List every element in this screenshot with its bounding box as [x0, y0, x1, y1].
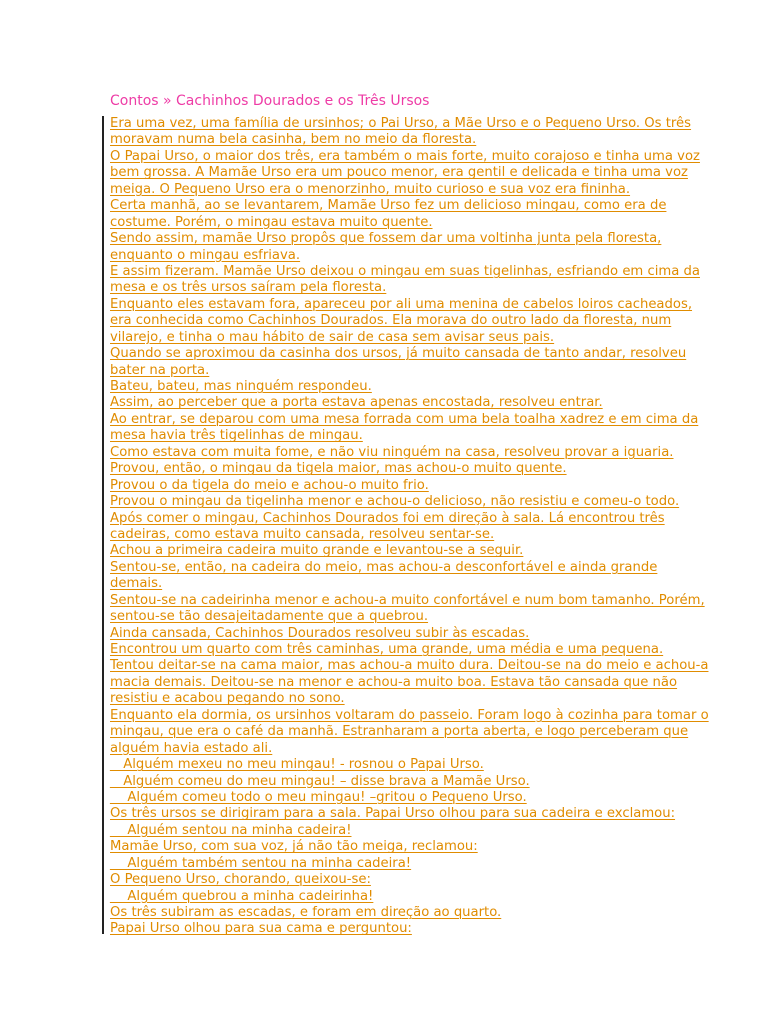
story-line-link[interactable]: Provou o mingau da tigelinha menor e achou-o delicioso, não resistiu e comeu-o todo. — [110, 494, 680, 510]
story-line[interactable] — [110, 148, 700, 165]
story-line-link[interactable]: Sendo assim, mamãe Urso propôs que fossem dar uma voltinha junta pela floresta, — [110, 231, 662, 247]
story-line[interactable] — [110, 527, 670, 543]
story-line-link[interactable]: resistiu e acabou pegando no sono. — [110, 691, 345, 707]
story-line-link[interactable]: bater na porta. — [110, 362, 210, 378]
story-line[interactable] — [110, 823, 670, 839]
story-line[interactable] — [110, 461, 670, 477]
story-line-link[interactable]: bem grossa. A Mamãe Urso era um pouco menor, era gentil e delicada e tinha uma voz — [110, 165, 688, 181]
story-line[interactable] — [110, 198, 670, 214]
story-line-link[interactable]: Enquanto eles estavam fora, apareceu por ali uma menina de cabelos loiros cacheados, — [110, 296, 693, 312]
story-line-link[interactable]: Bateu, bateu, mas ninguém respondeu. — [110, 379, 372, 394]
story-line[interactable] — [110, 330, 670, 346]
story-line-link[interactable]: Sentou-se na cadeirinha menor e achou-a muito confortável e num bom tamanho. Porém, — [110, 592, 705, 608]
story-line-link[interactable]: __ Alguém quebrou a minha cadeirinha! — [110, 888, 374, 904]
story-line-link[interactable]: __ Alguém sentou na minha cadeira! — [110, 822, 352, 838]
story-line-link[interactable]: macia demais. Deitou-se na menor e achou-a muito boa. Estava tão cansada que não — [110, 674, 678, 690]
story-line[interactable] — [110, 905, 670, 921]
story-line-link[interactable]: Como estava com muita fome, e não viu ninguém na casa, resolveu provar a iguaria. — [110, 444, 674, 460]
story-line[interactable] — [110, 856, 670, 872]
story-line[interactable] — [110, 478, 670, 494]
story-line-link[interactable]: Os três ursos se dirigiram para a sala. Papai Urso olhou para sua cadeira e exclamou: — [110, 806, 676, 822]
story-line-link[interactable]: Provou, então, o mingau da tigela maior, mas achou-o muito quente. — [110, 461, 567, 477]
story-line-link[interactable]: alguém havia estado ali. — [110, 740, 273, 756]
story-line[interactable] — [110, 395, 670, 411]
story-line[interactable] — [110, 132, 670, 148]
story-line-link[interactable]: costume. Porém, o mingau estava muito quente. — [110, 214, 433, 230]
story-line-link[interactable]: Era uma vez, uma família de ursinhos; o Pai Urso, a Mãe Urso e o Pequeno Urso. Os três — [110, 116, 692, 131]
story-line-link[interactable]: Certa manhã, ao se levantarem, Mamãe Urso fez um delicioso mingau, como era de — [110, 198, 667, 214]
story-line[interactable] — [110, 609, 670, 625]
story-line[interactable] — [110, 116, 692, 132]
story-line[interactable] — [110, 182, 670, 198]
story-line[interactable] — [110, 658, 709, 674]
story-line-link[interactable]: Provou o da tigela do meio e achou-o muito frio. — [110, 477, 429, 493]
story-line-link[interactable]: Sentou-se, então, na cadeira do meio, mas achou-a desconfortável e ainda grande — [110, 559, 658, 575]
story-line[interactable] — [110, 560, 670, 576]
story-line[interactable] — [110, 921, 670, 937]
story-line[interactable] — [110, 889, 670, 905]
story-line-link[interactable]: demais. — [110, 576, 163, 592]
story-line[interactable] — [110, 428, 670, 444]
left-vertical-rule — [102, 116, 104, 934]
story-line[interactable] — [110, 576, 670, 592]
story-line[interactable] — [110, 313, 670, 329]
story-line[interactable] — [110, 296, 693, 313]
story-line-link[interactable]: vilarejo, e tinha o mau hábito de sair de casa sem avisar seus pais. — [110, 329, 555, 345]
story-line[interactable] — [110, 411, 699, 428]
story-line-link[interactable]: Enquanto ela dormia, os ursinhos voltaram do passeio. Foram logo à cozinha para tomar o — [110, 707, 709, 723]
story-line[interactable] — [110, 757, 670, 773]
story-line[interactable] — [110, 379, 670, 395]
story-line-link[interactable]: Tentou deitar-se na cama maior, mas achou-a muito dura. Deitou-se na do meio e achou-a — [110, 658, 709, 674]
story-line[interactable] — [110, 231, 670, 247]
story-line-link[interactable]: O Papai Urso, o maior dos três, era também o mais forte, muito corajoso e tinha uma voz — [110, 148, 700, 164]
story-line-link[interactable]: Ainda cansada, Cachinhos Dourados resolveu subir às escadas. — [110, 625, 530, 641]
story-line-link[interactable]: __Alguém comeu do meu mingau! – disse brava a Mamãe Urso. — [110, 773, 530, 789]
story-line-link[interactable]: Mamãe Urso, com sua voz, já não tão meiga, reclamou: — [110, 839, 478, 855]
story-line-link[interactable]: __ Alguém também sentou na minha cadeira! — [110, 855, 412, 871]
story-line[interactable] — [110, 215, 670, 231]
story-line[interactable] — [110, 741, 670, 757]
story-line-link[interactable]: __ Alguém comeu todo o meu mingau! –gritou o Pequeno Urso. — [110, 789, 527, 805]
story-line-link[interactable]: mingau, que era o café da manhã. Estranharam a porta aberta, e logo perceberam que — [110, 724, 689, 740]
story-line-link[interactable]: Ao entrar, se deparou com uma mesa forrada com uma bela toalha xadrez e em cima da — [110, 411, 699, 427]
story-line[interactable] — [110, 707, 709, 724]
story-line-link[interactable]: sentou-se tão desajeitadamente que a quebrou. — [110, 609, 429, 625]
story-line-link[interactable]: Assim, ao perceber que a porta estava apenas encostada, resolveu entrar. — [110, 395, 603, 411]
story-line[interactable] — [110, 346, 687, 362]
story-text — [110, 116, 709, 938]
story-line[interactable] — [110, 248, 670, 264]
story-line[interactable] — [110, 774, 670, 790]
story-line[interactable] — [110, 839, 670, 855]
story-line[interactable] — [110, 674, 678, 691]
story-line-link[interactable]: Os três subiram as escadas, e foram em direção ao quarto. — [110, 905, 502, 920]
story-line-link[interactable]: meiga. O Pequeno Urso era o menorzinho, muito curioso e sua voz era fininha. — [110, 181, 631, 197]
story-line[interactable] — [110, 511, 670, 527]
story-line[interactable] — [110, 642, 670, 658]
story-line[interactable] — [110, 691, 670, 707]
story-line[interactable] — [110, 592, 705, 609]
story-line[interactable] — [110, 790, 670, 806]
story-line-link[interactable]: E assim fizeram. Mamãe Urso deixou o mingau em suas tigelinhas, esfriando em cima da — [110, 263, 700, 279]
story-line[interactable] — [110, 494, 680, 510]
story-line-link[interactable]: enquanto o mingau esfriava. — [110, 247, 301, 263]
story-line-link[interactable]: Após comer o mingau, Cachinhos Dourados foi em direção à sala. Lá encontrou três — [110, 510, 665, 526]
story-line-link[interactable]: cadeiras, como estava muito cansada, resolveu sentar-se. — [110, 526, 495, 542]
story-line[interactable] — [110, 263, 700, 280]
story-line[interactable] — [110, 363, 670, 379]
story-line[interactable] — [110, 806, 676, 822]
story-line-link[interactable]: O Pequeno Urso, chorando, queixou-se: — [110, 872, 371, 888]
story-line-link[interactable]: moravam numa bela casinha, bem no meio da floresta. — [110, 132, 477, 148]
story-line[interactable] — [110, 872, 670, 888]
story-line-link[interactable]: era conhecida como Cachinhos Dourados. Ela morava do outro lado da floresta, num — [110, 313, 672, 329]
story-line-link[interactable]: Achou a primeira cadeira muito grande e levantou-se a seguir. — [110, 543, 524, 559]
story-line[interactable] — [110, 280, 670, 296]
story-line-link[interactable]: mesa havia três tigelinhas de mingau. — [110, 428, 363, 444]
page-title: Contos » Cachinhos Dourados e os Três Ursos — [110, 93, 430, 109]
story-line[interactable] — [110, 626, 670, 642]
story-line-link[interactable]: Papai Urso olhou para sua cama e perguntou: — [110, 921, 412, 937]
story-line[interactable] — [110, 543, 670, 559]
story-line[interactable] — [110, 165, 688, 181]
story-line-link[interactable]: mesa e os três ursos saíram pela floresta. — [110, 280, 387, 296]
story-line[interactable] — [110, 724, 689, 740]
story-line-link[interactable]: Quando se aproximou da casinha dos ursos, já muito cansada de tanto andar, resolveu — [110, 346, 687, 362]
story-line-link[interactable]: __Alguém mexeu no meu mingau! - rosnou o Papai Urso. — [110, 757, 484, 773]
story-line[interactable] — [110, 444, 674, 461]
story-line-link[interactable]: Encontrou um quarto com três caminhas, uma grande, uma média e uma pequena. — [110, 642, 664, 657]
